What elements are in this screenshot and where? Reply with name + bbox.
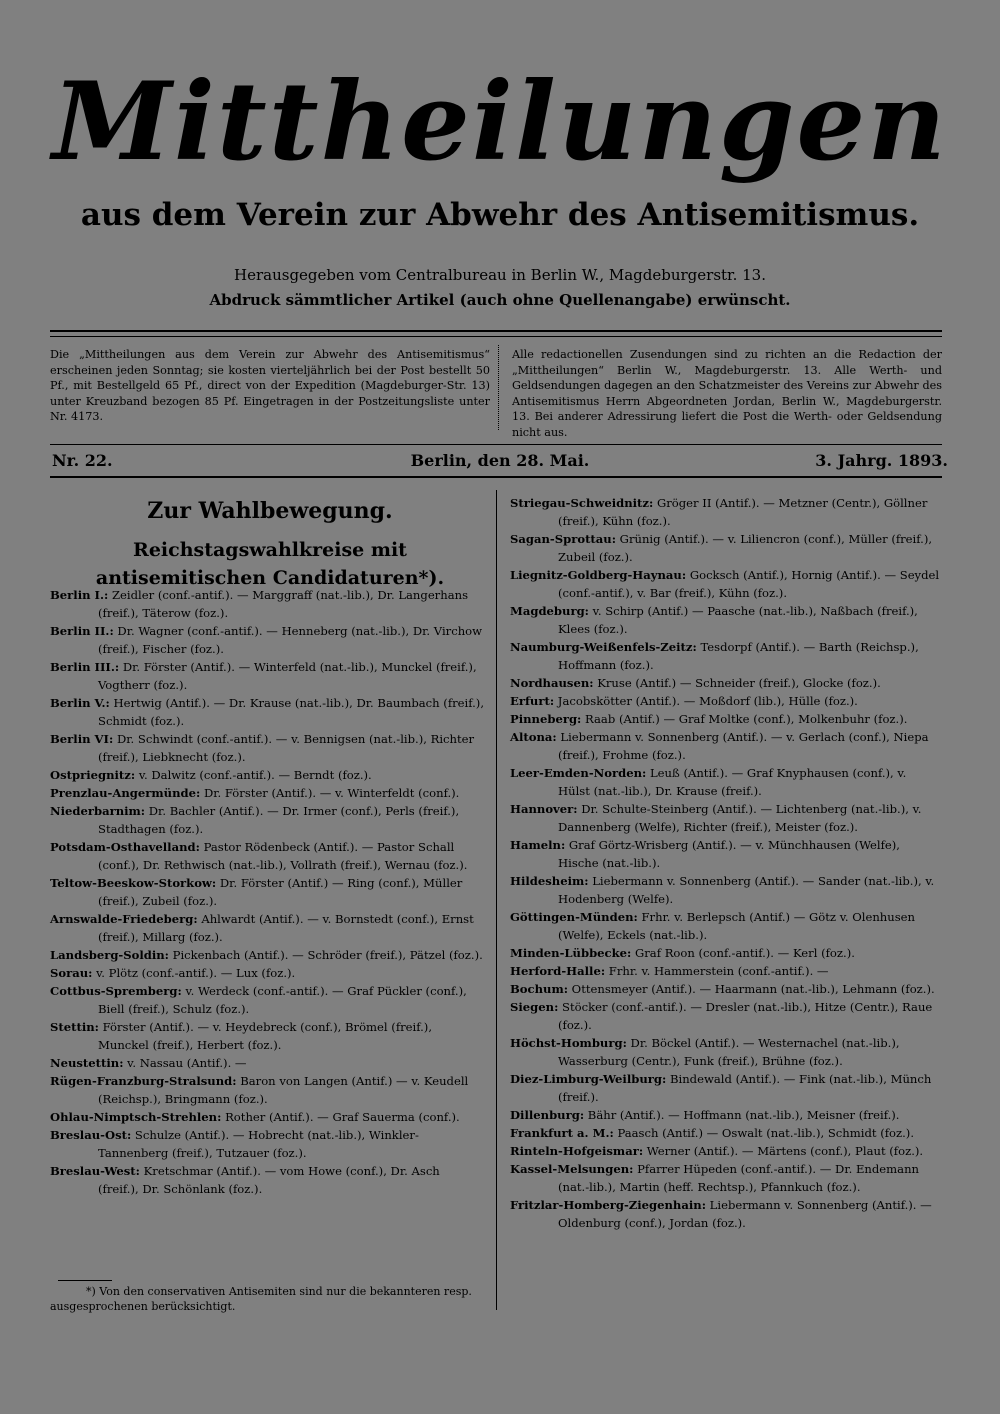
constituency-name: Pinneberg: <box>510 712 582 726</box>
constituency-entry <box>510 1034 940 1070</box>
constituency-name: Rügen-Franzburg-Stralsund: <box>50 1074 237 1088</box>
footnote: *) Von den conservativen Antisemiten sind nur die bekannteren resp. ausgesprochenen berücksichtigt. <box>50 1285 472 1313</box>
candidate-list: Dr. Wagner (conf.-antif.). — Henneberg (nat.-lib.), Dr. Virchow (freif.), Fischer (foz.). <box>98 624 483 656</box>
constituency-name: Breslau-Ost: <box>50 1128 132 1142</box>
candidate-list: v. Werdeck (conf.-antif.). — Graf Pückler (conf.), Biell (freif.), Schulz (foz.). <box>98 984 467 1016</box>
issue-number: Nr. 22. <box>52 451 113 470</box>
candidate-list: Raab (Antif.) — Graf Moltke (conf.), Molkenbuhr (foz.). <box>581 712 908 726</box>
column-divider <box>496 490 497 1310</box>
constituency-name: Sagan-Sprottau: <box>510 532 616 546</box>
constituency-name: Berlin V.: <box>50 696 110 710</box>
constituency-entry <box>50 1072 484 1108</box>
constituency-entry <box>50 874 484 910</box>
editorial-info: Alle redactionellen Zusendungen sind zu richten an die Redaction der „Mittheilungen“ Berlin W., Magdeburgerstr. 13. Alle Werth- und Geldsendungen dagegen an den Schatzmeister des Vereins zur Abwehr des Antisemitismus Herrn Abgeordneten Jordan, Berlin W., Magdeburgerstr. 13. Bei anderer Adressirung liefert die Post die Werth- oder Geldsendung nicht aus. <box>512 348 942 439</box>
candidate-list: Ahlwardt (Antif.). — v. Bornstedt (conf.), Ernst (freif.), Millarg (foz.). <box>98 912 474 944</box>
section-subheading: Reichstagswahlkreise mit antisemitischen Candidaturen*). <box>95 539 445 589</box>
candidate-list: Gröger II (Antif.). — Metzner (Centr.), Göllner (freif.), Kühn (foz.). <box>558 496 928 528</box>
publisher-line: Herausgegeben vom Centralbureau in Berlin W., Magdeburgerstr. 13. <box>234 266 766 284</box>
left-column <box>50 586 484 1198</box>
candidate-list: Baron von Langen (Antif.) — v. Keudell (Reichsp.), Bringmann (foz.). <box>98 1074 469 1106</box>
constituency-entry <box>510 1196 940 1232</box>
candidate-list: Schulze (Antif.). — Hobrecht (nat.-lib.), Winkler-Tannenberg (freif.), Tutzauer (foz.). <box>98 1128 419 1160</box>
constituency-name: Neustettin: <box>50 1056 124 1070</box>
candidate-list: Graf Roon (conf.-antif.). — Kerl (foz.). <box>631 946 855 960</box>
constituency-name: Stettin: <box>50 1020 99 1034</box>
candidate-list: Dr. Förster (Antif.). — Winterfeld (nat.-lib.), Munckel (freif.), Vogtherr (foz.). <box>98 660 477 692</box>
constituency-entry <box>50 766 484 784</box>
constituency-entry <box>510 710 940 728</box>
constituency-name: Berlin VI: <box>50 732 114 746</box>
constituency-entry <box>50 784 484 802</box>
constituency-name: Magdeburg: <box>510 604 589 618</box>
constituency-name: Sorau: <box>50 966 93 980</box>
constituency-name: Berlin III.: <box>50 660 120 674</box>
candidate-list: Ottensmeyer (Antif.). — Haarmann (nat.-lib.), Lehmann (foz.). <box>568 982 935 996</box>
issue-volume: 3. Jahrg. 1893. <box>815 451 948 470</box>
candidate-list: Dr. Schulte-Steinberg (Antif.). — Lichtenberg (nat.-lib.), v. Dannenberg (Welfe), Richter (freif.), Meister (foz.). <box>558 802 922 834</box>
constituency-name: Höchst-Homburg: <box>510 1036 627 1050</box>
candidate-list: Liebermann v. Sonnenberg (Antif.). — Sander (nat.-lib.), v. Hodenberg (Welfe). <box>558 874 935 906</box>
constituency-name: Fritzlar-Homberg-Ziegenhain: <box>510 1198 706 1212</box>
right-column <box>510 494 940 1232</box>
header-rule <box>50 330 942 332</box>
constituency-name: Hildesheim: <box>510 874 589 888</box>
constituency-name: Liegnitz-Goldberg-Haynau: <box>510 568 687 582</box>
constituency-entry <box>510 1106 940 1124</box>
candidate-list: Förster (Antif.). — v. Heydebreck (conf.), Brömel (freif.), Munckel (freif.), Herbert (foz.). <box>98 1020 433 1052</box>
constituency-entry <box>510 1160 940 1196</box>
constituency-entry <box>510 764 940 800</box>
candidate-list: Liebermann v. Sonnenberg (Antif.). — Oldenburg (conf.), Jordan (foz.). <box>558 1198 932 1230</box>
constituency-name: Niederbarnim: <box>50 804 146 818</box>
constituency-name: Minden-Lübbecke: <box>510 946 632 960</box>
candidate-list: Pfarrer Hüpeden (conf.-antif.). — Dr. Endemann (nat.-lib.), Martin (heff. Rechtsp.), Pfannkuch (foz.). <box>558 1162 920 1194</box>
constituency-entry <box>50 802 484 838</box>
candidate-list: Frhr. v. Hammerstein (conf.-antif.). — <box>605 964 829 978</box>
constituency-entry <box>50 1126 484 1162</box>
candidate-list: Jacobskötter (Antif.). — Moßdorf (lib.), Hülle (foz.). <box>554 694 858 708</box>
constituency-entry <box>50 964 484 982</box>
constituency-entry <box>510 800 940 836</box>
reprint-notice: Abdruck sämmtlicher Artikel (auch ohne Quellenangabe) erwünscht. <box>209 291 791 309</box>
constituency-entry <box>510 836 940 872</box>
constituency-entry <box>510 1124 940 1142</box>
constituency-entry <box>510 638 940 674</box>
constituency-name: Rinteln-Hofgeismar: <box>510 1144 644 1158</box>
subscription-info: Die „Mittheilungen aus dem Verein zur Abwehr des Antisemitismus“ erscheinen jeden Sonntag; sie kosten vierteljährlich bei der Post bestellt 50 Pf., mit Bestellgeld 65 Pf., direct von der Expedition (Magdeburger-Str. 13) unter Kreuzband bezogen 85 Pf. Eingetragen in der Postzeitungsliste unter Nr. 4173. <box>50 348 490 423</box>
candidate-list: v. Schirp (Antif.) — Paasche (nat.-lib.), Naßbach (freif.), Klees (foz.). <box>558 604 918 636</box>
constituency-name: Breslau-West: <box>50 1164 140 1178</box>
constituency-entry <box>50 1054 484 1072</box>
candidate-list: v. Nassau (Antif.). — <box>123 1056 247 1070</box>
candidate-list: Bähr (Antif.). — Hoffmann (nat.-lib.), Meisner (freif.). <box>584 1108 900 1122</box>
constituency-name: Berlin I.: <box>50 588 109 602</box>
constituency-entry <box>510 566 940 602</box>
constituency-name: Arnswalde-Friedeberg: <box>50 912 198 926</box>
constituency-entry <box>50 1162 484 1198</box>
constituency-name: Nordhausen: <box>510 676 594 690</box>
dateline-rule-top <box>50 444 942 445</box>
constituency-entry <box>50 910 484 946</box>
candidate-list: Liebermann v. Sonnenberg (Antif.). — v. Gerlach (conf.), Niepa (freif.), Frohme (foz.). <box>556 730 929 762</box>
constituency-entry <box>510 998 940 1034</box>
candidate-list: Kretschmar (Antif.). — vom Howe (conf.), Dr. Asch (freif.), Dr. Schönlank (foz.). <box>98 1164 440 1196</box>
candidate-list: Paasch (Antif.) — Oswalt (nat.-lib.), Schmidt (foz.). <box>613 1126 915 1140</box>
candidate-list: v. Plötz (conf.-antif.). — Lux (foz.). <box>92 966 296 980</box>
constituency-name: Herford-Halle: <box>510 964 606 978</box>
candidate-list: Rother (Antif.). — Graf Sauerma (conf.). <box>221 1110 460 1124</box>
candidate-list: Pickenbach (Antif.). — Schröder (freif.), Pätzel (foz.). <box>168 948 483 962</box>
dateline-rule-bottom <box>50 476 942 478</box>
constituency-name: Ostpriegnitz: <box>50 768 136 782</box>
constituency-name: Landsberg-Soldin: <box>50 948 169 962</box>
candidate-list: Kruse (Antif.) — Schneider (freif.), Glocke (foz.). <box>593 676 881 690</box>
constituency-name: Naumburg-Weißenfels-Zeitz: <box>510 640 697 654</box>
candidate-list: Hertwig (Antif.). — Dr. Krause (nat.-lib.), Dr. Baumbach (freif.), Schmidt (foz.). <box>98 696 485 728</box>
issue-date: Berlin, den 28. Mai. <box>410 451 590 470</box>
constituency-name: Hameln: <box>510 838 566 852</box>
constituency-entry <box>50 622 484 658</box>
candidate-list: Grünig (Antif.). — v. Liliencron (conf.), Müller (freif.), Zubeil (foz.). <box>558 532 933 564</box>
info-divider <box>498 345 499 430</box>
constituency-name: Frankfurt a. M.: <box>510 1126 614 1140</box>
candidate-list: Graf Görtz-Wrisberg (Antif.). — v. Münchhausen (Welfe), Hische (nat.-lib.). <box>558 838 900 870</box>
constituency-name: Dillenburg: <box>510 1108 585 1122</box>
masthead-subtitle: aus dem Verein zur Abwehr des Antisemitismus. <box>80 197 920 233</box>
constituency-name: Altona: <box>510 730 557 744</box>
constituency-entry <box>510 944 940 962</box>
constituency-name: Potsdam-Osthavelland: <box>50 840 200 854</box>
constituency-entry <box>50 838 484 874</box>
candidate-list: Pastor Rödenbeck (Antif.). — Pastor Schall (conf.), Dr. Rethwisch (nat.-lib.), Vollrath (freif.), Wernau (foz.). <box>98 840 468 872</box>
constituency-name: Leer-Emden-Norden: <box>510 766 647 780</box>
section-heading: Zur Wahlbewegung. <box>147 498 393 524</box>
constituency-name: Göttingen-Münden: <box>510 910 638 924</box>
constituency-entry <box>510 530 940 566</box>
candidate-list: Stöcker (conf.-antif.). — Dresler (nat.-lib.), Hitze (Centr.), Raue (foz.). <box>558 1000 933 1032</box>
constituency-name: Prenzlau-Angermünde: <box>50 786 201 800</box>
constituency-entry <box>510 728 940 764</box>
constituency-entry <box>510 872 940 908</box>
constituency-name: Cottbus-Spremberg: <box>50 984 182 998</box>
constituency-entry <box>50 694 484 730</box>
candidate-list: Gocksch (Antif.), Hornig (Antif.). — Seydel (conf.-antif.), v. Bar (freif.), Kühn (foz.). <box>558 568 940 600</box>
constituency-entry <box>50 658 484 694</box>
candidate-list: Dr. Förster (Antif.) — Ring (conf.), Müller (freif.), Zubeil (foz.). <box>98 876 463 908</box>
constituency-name: Teltow-Beeskow-Storkow: <box>50 876 217 890</box>
candidate-list: Dr. Bachler (Antif.). — Dr. Irmer (conf.), Perls (freif.), Stadthagen (foz.). <box>98 804 460 836</box>
constituency-entry <box>50 982 484 1018</box>
constituency-entry <box>510 1142 940 1160</box>
constituency-entry <box>510 980 940 998</box>
constituency-entry <box>510 962 940 980</box>
constituency-name: Kassel-Melsungen: <box>510 1162 634 1176</box>
candidate-list: Dr. Böckel (Antif.). — Westernachel (nat.-lib.), Wasserburg (Centr.), Funk (freif.), Brühne (foz.). <box>558 1036 900 1068</box>
constituency-name: Erfurt: <box>510 694 555 708</box>
constituency-entry <box>510 908 940 944</box>
candidate-list: Leuß (Antif.). — Graf Knyphausen (conf.), v. Hülst (nat.-lib.), Dr. Krause (freif.). <box>558 766 907 798</box>
constituency-entry <box>510 692 940 710</box>
candidate-list: Zeidler (conf.-antif.). — Marggraff (nat.-lib.), Dr. Langerhans (freif.), Täterow (foz.). <box>98 588 469 620</box>
header-rule-thin <box>50 336 942 337</box>
constituency-entry <box>510 674 940 692</box>
candidate-list: Werner (Antif.). — Märtens (conf.), Plaut (foz.). <box>643 1144 924 1158</box>
constituency-name: Striegau-Schweidnitz: <box>510 496 654 510</box>
candidate-list: Dr. Schwindt (conf.-antif.). — v. Bennigsen (nat.-lib.), Richter (freif.), Liebknecht (foz.). <box>98 732 475 764</box>
candidate-list: Dr. Förster (Antif.). — v. Winterfeldt (conf.). <box>200 786 460 800</box>
constituency-entry <box>510 494 940 530</box>
constituency-entry <box>50 946 484 964</box>
constituency-entry <box>50 1108 484 1126</box>
constituency-name: Ohlau-Nimptsch-Strehlen: <box>50 1110 222 1124</box>
constituency-entry <box>50 586 484 622</box>
constituency-name: Siegen: <box>510 1000 559 1014</box>
candidate-list: Bindewald (Antif.). — Fink (nat.-lib.), Münch (freif.). <box>558 1072 932 1104</box>
constituency-name: Hannover: <box>510 802 578 816</box>
candidate-list: Tesdorpf (Antif.). — Barth (Reichsp.), Hoffmann (foz.). <box>558 640 919 672</box>
constituency-name: Bochum: <box>510 982 568 996</box>
footnote-rule <box>58 1280 112 1281</box>
masthead-title: Mittheilungen <box>52 59 948 185</box>
constituency-entry <box>510 602 940 638</box>
constituency-entry <box>510 1070 940 1106</box>
constituency-name: Diez-Limburg-Weilburg: <box>510 1072 667 1086</box>
constituency-entry <box>50 730 484 766</box>
candidate-list: Frhr. v. Berlepsch (Antif.) — Götz v. Olenhusen (Welfe), Eckels (nat.-lib.). <box>558 910 915 942</box>
constituency-name: Berlin II.: <box>50 624 114 638</box>
candidate-list: v. Dalwitz (conf.-antif.). — Berndt (foz.). <box>135 768 372 782</box>
constituency-entry <box>50 1018 484 1054</box>
